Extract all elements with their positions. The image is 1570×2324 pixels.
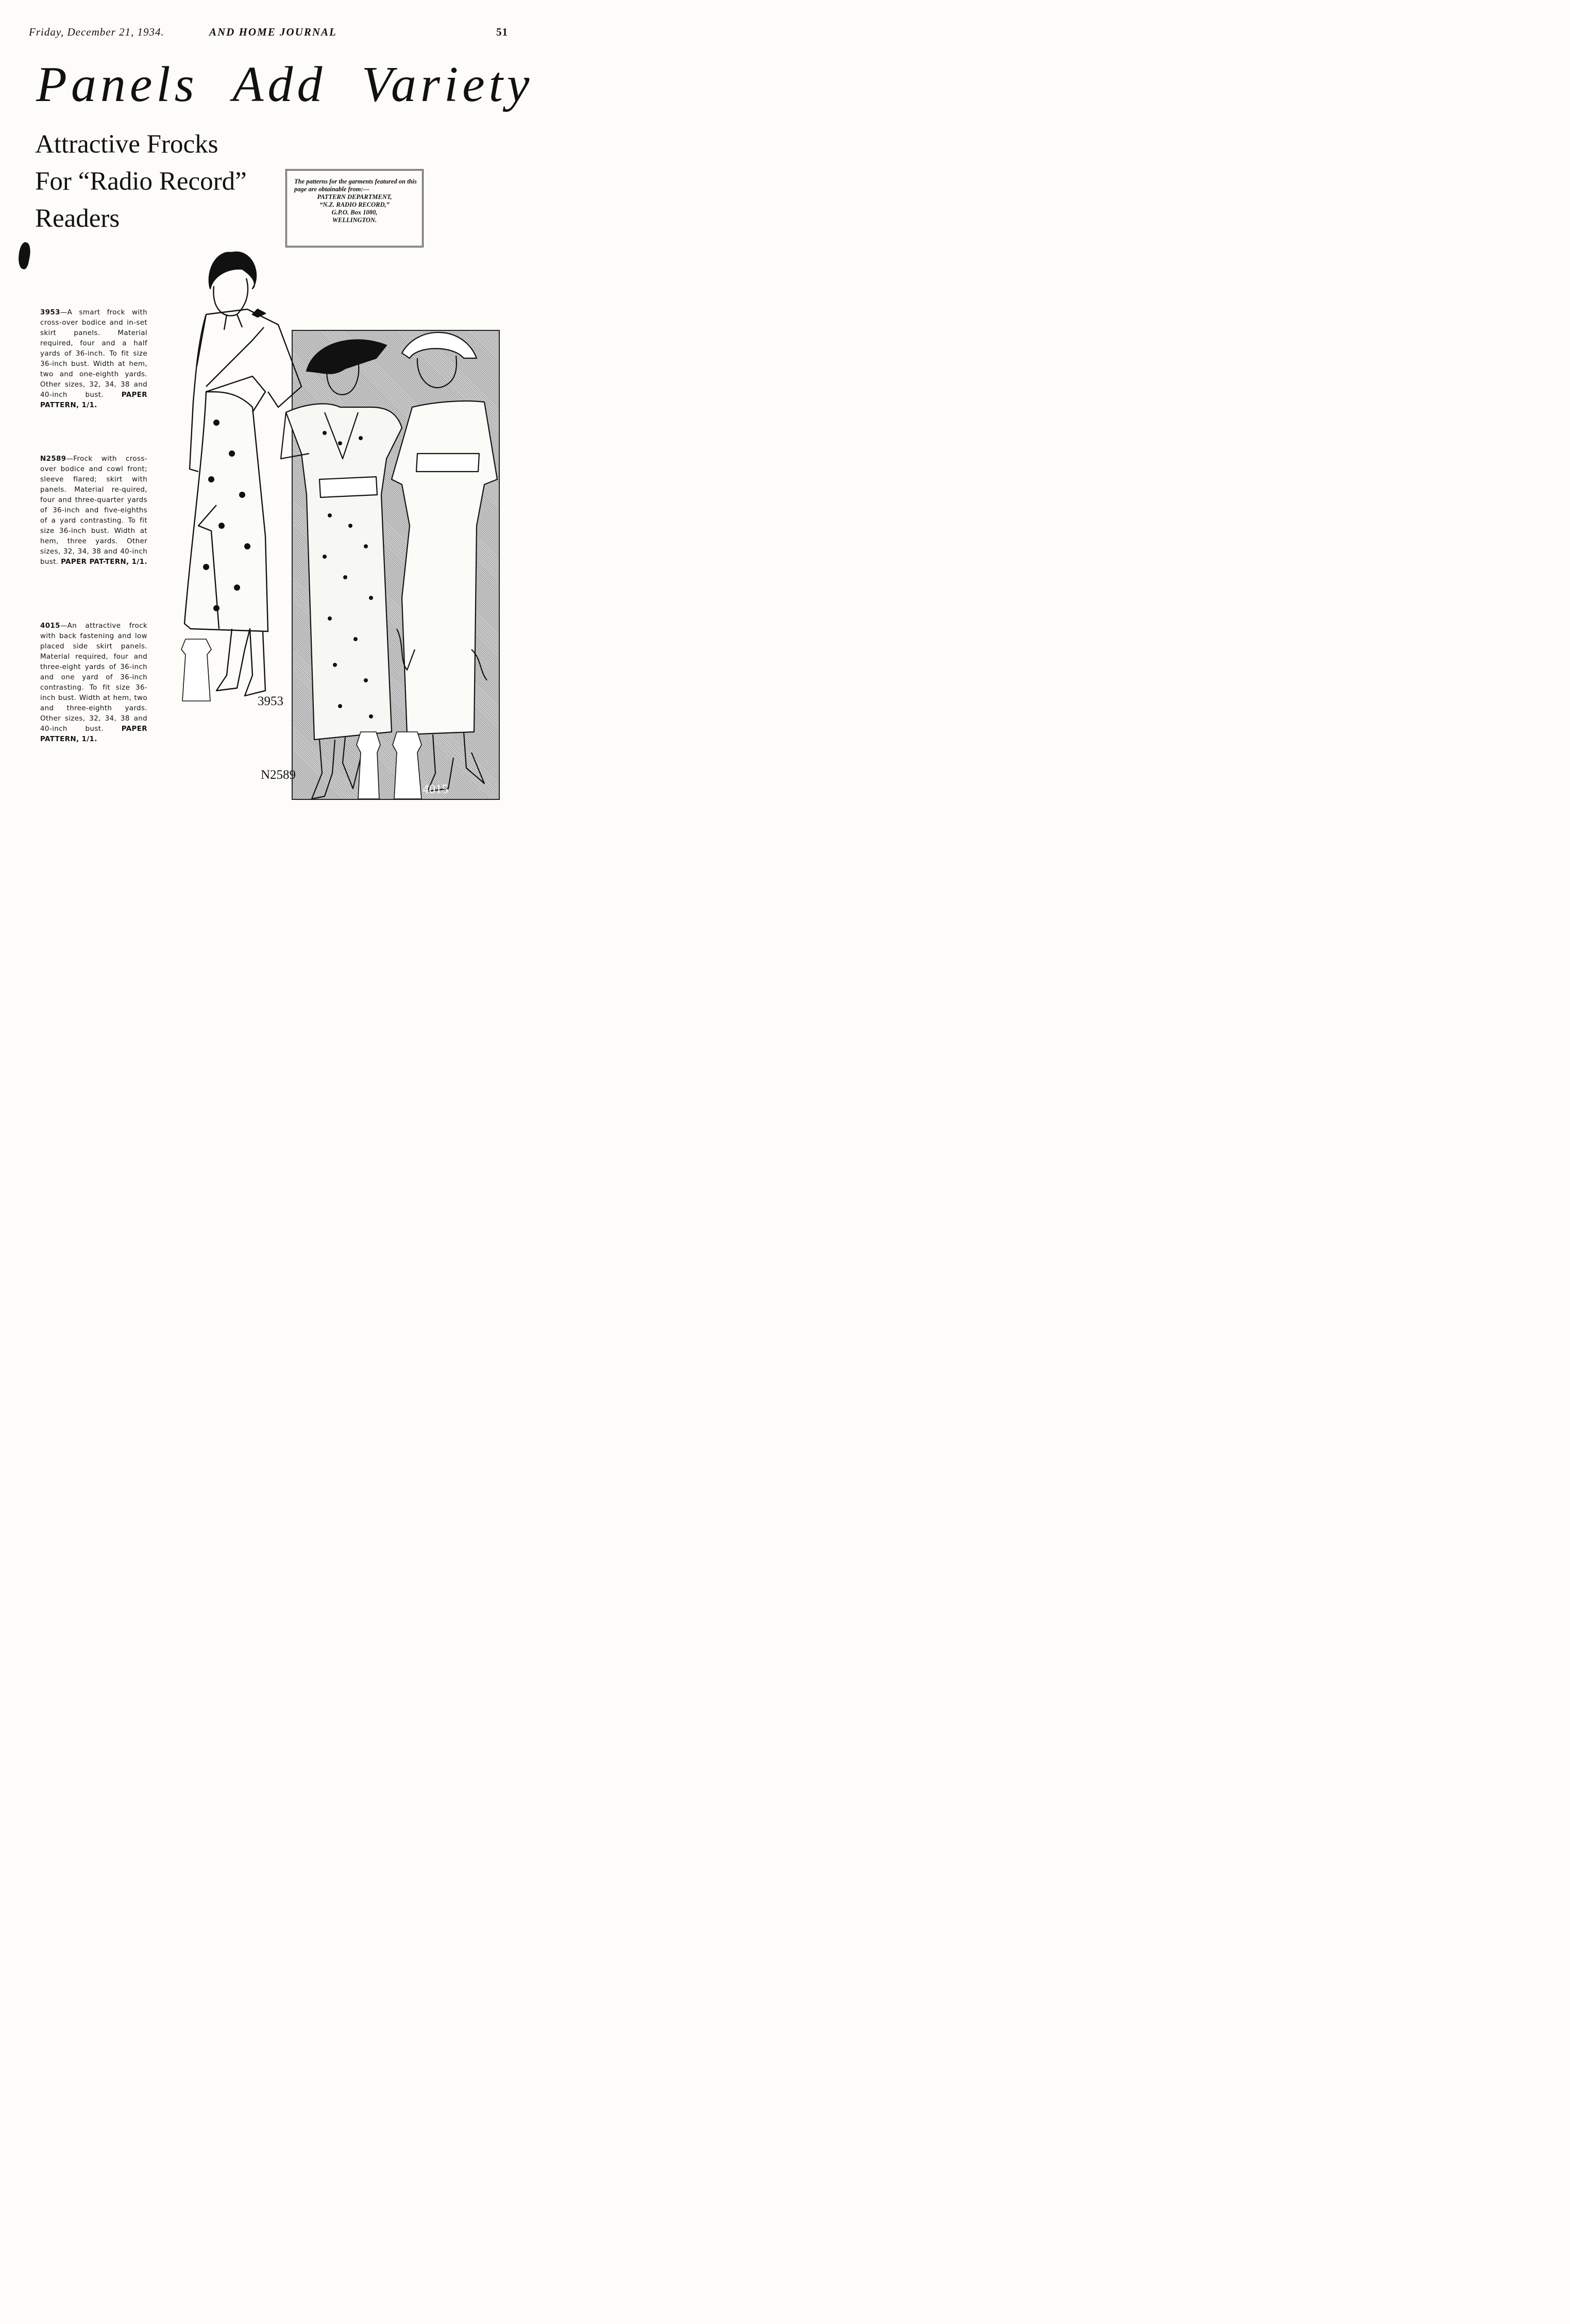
notice-address-line: G.P.O. Box 1080, [331, 209, 378, 216]
notice-intro: The patterns for the garments featured on this page are obtainable from:— [294, 178, 417, 193]
journal-title: AND HOME JOURNAL [209, 26, 337, 38]
illustration-label-n2589: N2589 [261, 768, 296, 782]
pattern-description-n2589 [40, 454, 147, 567]
notice-address-line: “N.Z. RADIO RECORD,” [319, 201, 390, 208]
pattern-text: —Frock with cross-over bodice and cowl front; sleeve flared; skirt with panels. Material re-quired, four and three-quarter yards of 36-inch and five-eighths of a yard contrasting. To fit size 36-inch bust. Width at hem, three yards. Other sizes, 32, 34, 38 and 40-inch bust. [40, 455, 147, 566]
illustration-label-4015: 4015 [423, 782, 448, 796]
notice-address-line: WELLINGTON. [332, 216, 377, 224]
pattern-description-3953 [40, 308, 147, 411]
page-number: 51 [496, 26, 508, 38]
ink-blot [16, 241, 32, 270]
subhead-line-1: Attractive Frocks [35, 130, 218, 159]
pattern-notice-box [285, 169, 424, 247]
pattern-price: PAPER PAT-TERN, 1/1. [61, 558, 147, 566]
pattern-text: —A smart frock with cross-over bodice and in-set skirt panels. Material required, four and a half yards of 36-inch. To fit size 36-inch bust. Width at hem, two and one-eighth yards. Other sizes, 32, 34, 38 and 40-inch bust. [40, 309, 147, 399]
illustration-label-3953: 3953 [258, 694, 283, 708]
pattern-price: PAPER PATTERN, 1/1. [40, 725, 147, 743]
figure-3953 [184, 252, 301, 696]
figure-4015 [392, 332, 497, 791]
pattern-text: —An attractive frock with back fastening and low placed side skirt panels. Material required, four and three-eight yards of 36-inch and one yard of 36-inch contrasting. To fit size 36-inch bust. Width at hem, two and three-eighth yards. Other sizes, 32, 34, 38 and 40-inch bust. [40, 622, 147, 733]
pattern-code: N2589 [40, 455, 66, 463]
headline: Panels Add Variety [36, 57, 534, 112]
pattern-description-4015 [40, 621, 147, 745]
page-header [29, 26, 508, 41]
subhead-line-2: For “Radio Record” [35, 167, 247, 196]
notice-address-line: PATTERN DEPARTMENT, [317, 193, 392, 200]
subhead-line-3: Readers [35, 204, 120, 233]
pattern-code: 3953 [40, 309, 60, 316]
pattern-price: PAPER PATTERN, 1/1. [40, 391, 147, 409]
figure-n2589 [281, 340, 402, 799]
issue-date: Friday, December 21, 1934. [29, 26, 164, 38]
fashion-illustration [175, 237, 505, 809]
pattern-code: 4015 [40, 622, 60, 630]
